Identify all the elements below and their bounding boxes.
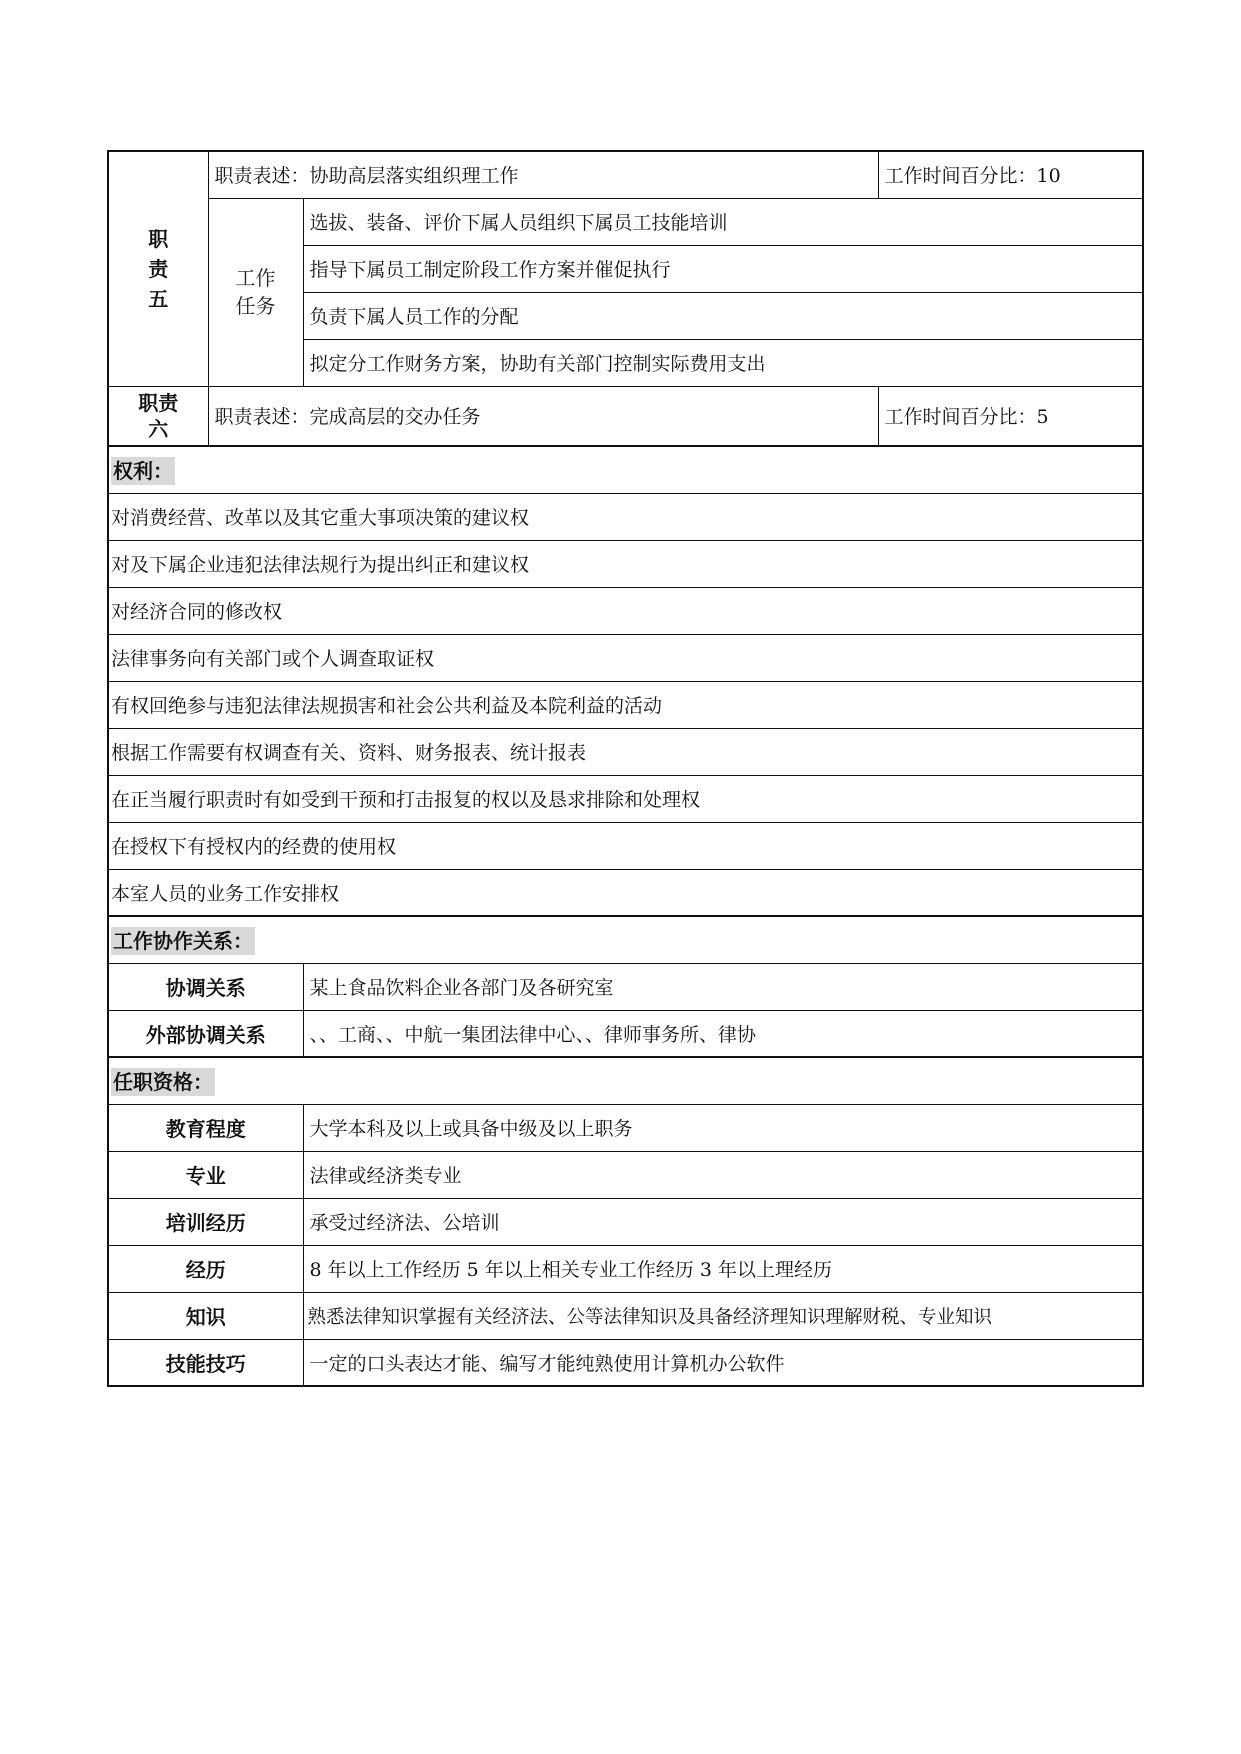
qualification-value-skills: 一定的口头表达才能、编写才能纯熟使用计算机办公软件: [303, 1339, 1143, 1386]
qualification-row: [108, 1292, 1143, 1339]
duty5-task-1: 选拔、装备、评价下属人员组织下属员工技能培训: [303, 198, 1143, 245]
qualification-value-knowledge: 熟悉法律知识掌握有关经济法、公等法律知识及具备经济理知识理解财税、专业知识: [303, 1292, 1143, 1339]
right-item-4: 法律事务向有关部门或个人调查取证权: [108, 634, 1143, 681]
qualification-label-skills: 技能技巧: [108, 1339, 303, 1386]
relation-value-internal: 某上食品饮料企业各部门及各研究室: [303, 963, 1143, 1010]
qualifications-section-row: [108, 1057, 1143, 1104]
duty5-task-row: [108, 198, 1143, 245]
duty6-row: [108, 386, 1143, 446]
job-description-sheet: [107, 150, 1142, 1387]
right-item-7: 在正当履行职责时有如受到干预和打击报复的权以及恳求排除和处理权: [108, 775, 1143, 822]
qualification-label-experience: 经历: [108, 1245, 303, 1292]
relation-row: [108, 963, 1143, 1010]
relation-value-external: 、、工商、、中航一集团法律中心、、律师事务所、律协: [303, 1010, 1143, 1057]
qualification-value-education: 大学本科及以上或具备中级及以上职务: [303, 1104, 1143, 1151]
duty5-task-4: 拟定分工作财务方案，协助有关部门控制实际费用支出: [303, 339, 1143, 386]
duty5-description: 职责表述：协助高层落实组织理工作: [208, 151, 878, 198]
rights-section-row: [108, 446, 1143, 493]
right-row: [108, 869, 1143, 916]
qualification-row: [108, 1104, 1143, 1151]
right-row: [108, 681, 1143, 728]
duty5-task-label: 工作 任务: [208, 198, 303, 386]
right-row: [108, 587, 1143, 634]
qualification-value-training: 承受过经济法、公培训: [303, 1198, 1143, 1245]
right-row: [108, 728, 1143, 775]
qualifications-title: 任职资格：: [108, 1057, 1143, 1104]
duty6-time-percent: 工作时间百分比：5: [878, 386, 1143, 446]
qualification-value-experience: 8 年以上工作经历 5 年以上相关专业工作经历 3 年以上理经历: [303, 1245, 1143, 1292]
qualification-label-major: 专业: [108, 1151, 303, 1198]
duty5-label: 职 责 五: [108, 151, 208, 386]
rights-title: 权利：: [108, 446, 1143, 493]
duty5-header-row: [108, 151, 1143, 198]
right-row: [108, 540, 1143, 587]
right-item-6: 根据工作需要有权调查有关、资料、财务报表、统计报表: [108, 728, 1143, 775]
qualification-row: [108, 1198, 1143, 1245]
relation-row: [108, 1010, 1143, 1057]
right-item-9: 本室人员的业务工作安排权: [108, 869, 1143, 916]
duty5-time-percent: 工作时间百分比：10: [878, 151, 1143, 198]
right-item-2: 对及下属企业违犯法律法规行为提出纠正和建议权: [108, 540, 1143, 587]
qualification-label-training: 培训经历: [108, 1198, 303, 1245]
duty5-task-2: 指导下属员工制定阶段工作方案并催促执行: [303, 245, 1143, 292]
duty5-task-3: 负责下属人员工作的分配: [303, 292, 1143, 339]
right-item-1: 对消费经营、改革以及其它重大事项决策的建议权: [108, 493, 1143, 540]
qualification-label-knowledge: 知识: [108, 1292, 303, 1339]
relation-label-internal: 协调关系: [108, 963, 303, 1010]
right-item-5: 有权回绝参与违犯法律法规损害和社会公共利益及本院利益的活动: [108, 681, 1143, 728]
qualification-row: [108, 1151, 1143, 1198]
right-row: [108, 493, 1143, 540]
relations-section-row: [108, 916, 1143, 963]
qualification-row: [108, 1339, 1143, 1386]
relations-title: 工作协作关系：: [108, 916, 1143, 963]
duty6-description: 职责表述：完成高层的交办任务: [208, 386, 878, 446]
qualification-label-education: 教育程度: [108, 1104, 303, 1151]
right-row: [108, 634, 1143, 681]
relation-label-external: 外部协调关系: [108, 1010, 303, 1057]
right-item-8: 在授权下有授权内的经费的使用权: [108, 822, 1143, 869]
right-item-3: 对经济合同的修改权: [108, 587, 1143, 634]
qualification-value-major: 法律或经济类专业: [303, 1151, 1143, 1198]
qualification-row: [108, 1245, 1143, 1292]
right-row: [108, 775, 1143, 822]
right-row: [108, 822, 1143, 869]
duties-table: [107, 150, 1144, 1387]
duty6-label: 职责 六: [108, 386, 208, 446]
